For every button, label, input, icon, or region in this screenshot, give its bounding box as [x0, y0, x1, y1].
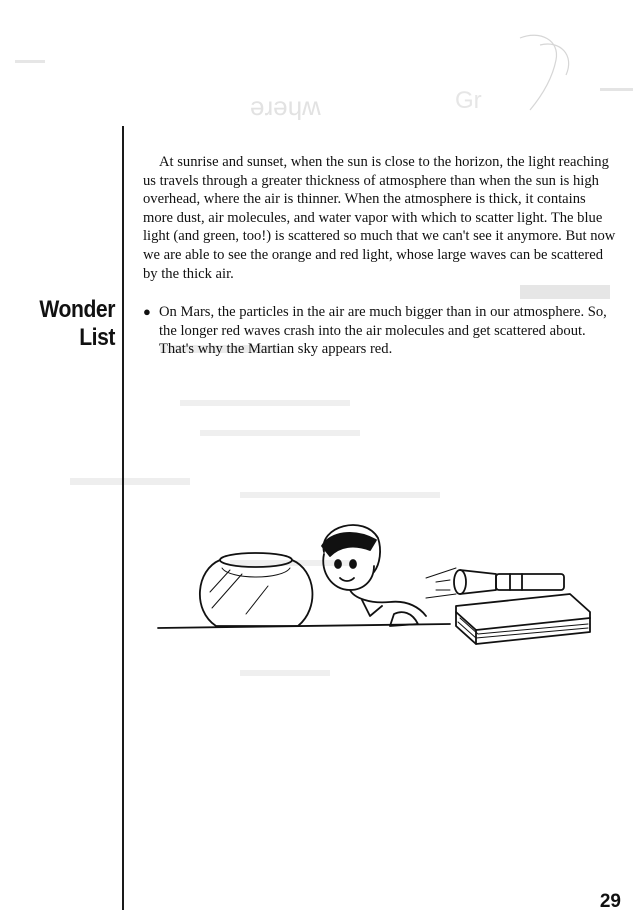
page-number: 29 — [599, 891, 621, 912]
flashlight-icon — [454, 570, 564, 594]
wonder-list-item — [143, 303, 619, 359]
fishbowl-flashlight-illustration — [150, 520, 620, 660]
svg-text:Gr: Gr — [455, 87, 482, 114]
bullet-text: On Mars, the particles in the air are much bigger than in our atmosphere. So, the longer red waves crash into the air molecules and get scattered about. That's why the Martian sky appears red. — [159, 304, 607, 358]
book-stack-icon — [456, 594, 590, 644]
body-paragraph: At sunrise and sunset, when the sun is close to the horizon, the light reaching us travels through a greater thickness of atmosphere than when the sun is high overhead, where the air is thinner. When the atmosphere is thick, it contains more dust, air molecules, and water vapor with which to scatter light. The blue light (and green, too!) is scattered so much that we can't see it anymore. But now we are able to see the orange and red light, whose large waves can be scattered by the thick air. — [143, 154, 616, 282]
fishbowl-icon — [200, 553, 313, 626]
heading-line-1: Wonder — [39, 296, 115, 323]
svg-text:ǝɹǝɥʍ: ǝɹǝɥʍ — [250, 91, 321, 121]
child-figure-icon — [322, 525, 426, 626]
margin-rule — [122, 126, 124, 910]
wonder-list-heading — [31, 296, 115, 352]
heading-line-2: List — [79, 324, 115, 351]
bullet-icon: ● — [143, 304, 151, 319]
